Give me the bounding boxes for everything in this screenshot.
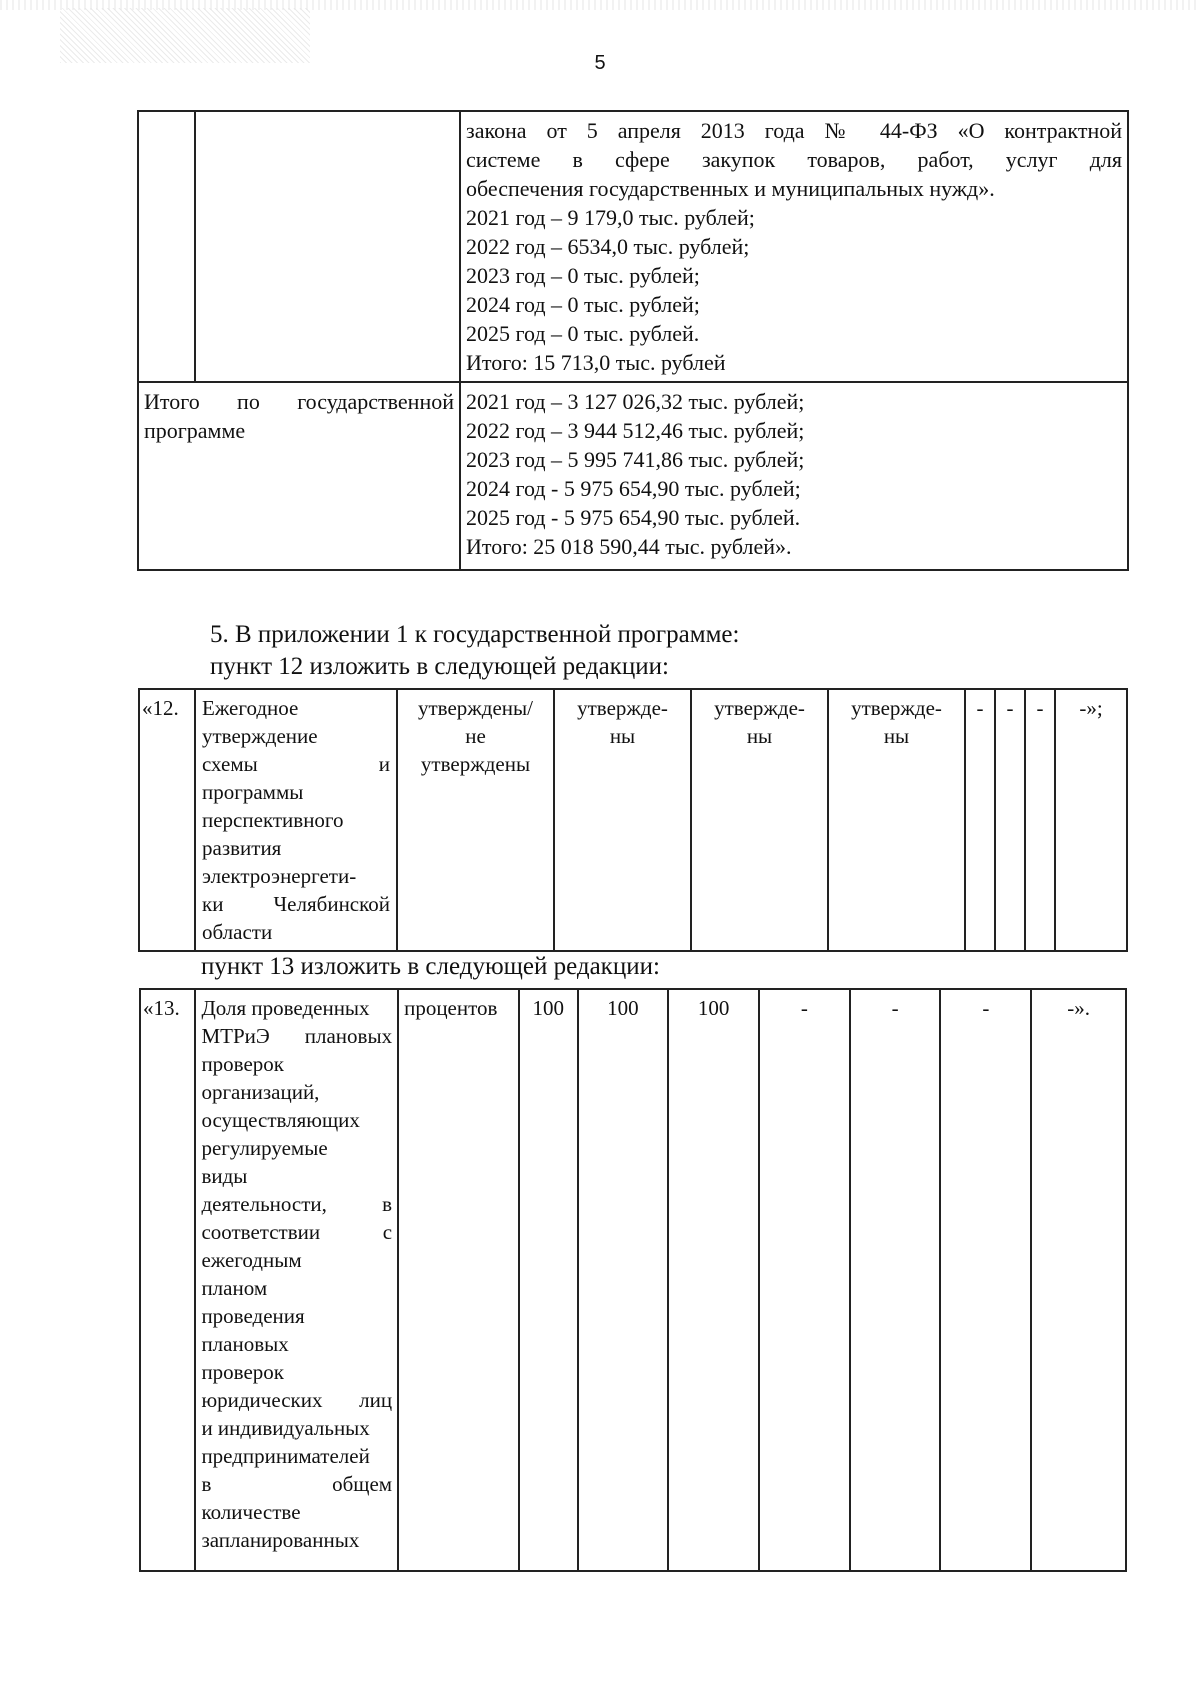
value-cell: 100 — [578, 989, 669, 1571]
table-row — [138, 111, 1128, 382]
text-line: 2025 год – 0 тыс. рублей. — [466, 321, 700, 346]
text-line: 2023 год – 0 тыс. рублей; — [466, 263, 700, 288]
table-row — [140, 989, 1126, 1571]
text-line: планом — [201, 1276, 268, 1300]
text-line: ны — [883, 724, 910, 748]
text-line: утверждены/ — [418, 696, 533, 720]
paragraph-appendix: 5. В приложении 1 к государственной программе: — [210, 621, 740, 648]
value-cell: -»; — [1055, 689, 1127, 951]
indicator-name — [195, 689, 397, 951]
value-cell: - — [850, 989, 941, 1571]
text-line: электроэнергети- — [202, 864, 357, 888]
text-line: Доля проведенных — [201, 996, 370, 1020]
text-line: утверждение — [202, 724, 318, 748]
value-cell: 100 — [519, 989, 577, 1571]
row-number: «12. — [139, 689, 195, 951]
text-line: проведения — [201, 1304, 305, 1328]
text-line: организаций, — [201, 1080, 320, 1104]
text-line: предпринимателей — [201, 1444, 370, 1468]
value-cell — [691, 689, 828, 951]
funding-detail-cell — [460, 111, 1128, 382]
text-line: Итого: 25 018 590,44 тыс. рублей». — [466, 534, 792, 559]
text-line: 2021 год – 3 127 026,32 тыс. рублей; — [466, 389, 805, 414]
text-line: 2024 год – 0 тыс. рублей; — [466, 292, 700, 317]
text-line: программе — [144, 418, 246, 443]
text-line: закона от 5 апреля 2013 года № 44-ФЗ «О контрактной — [466, 118, 1122, 143]
total-label-cell — [138, 382, 460, 570]
value-cell: -». — [1031, 989, 1126, 1571]
text-line: ны — [746, 724, 773, 748]
text-line: 2022 год – 3 944 512,46 тыс. рублей; — [466, 418, 805, 443]
text-line: запланированных — [201, 1528, 360, 1552]
page-number: 5 — [594, 52, 606, 74]
text-line: утвержде- — [577, 696, 668, 720]
text-line: и индивидуальных — [201, 1416, 370, 1440]
text-line: ки Челябинской — [202, 892, 390, 916]
value-cell: 100 — [668, 989, 759, 1571]
text-line: МТРиЭ плановых — [201, 1024, 393, 1048]
text-line: системе в сфере закупок товаров, работ, услуг для — [466, 147, 1122, 172]
text-line: ежегодным — [201, 1248, 302, 1272]
paragraph-item-12: пункт 12 изложить в следующей редакции: — [210, 653, 669, 680]
text-line: деятельности, в — [201, 1192, 393, 1216]
value-cell: - — [940, 989, 1031, 1571]
text-line: обеспечения государственных и муниципальных нужд». — [466, 176, 995, 201]
text-line: схемы и — [202, 752, 390, 776]
indicator-name — [195, 989, 398, 1571]
value-cell: - — [965, 689, 995, 951]
table-row — [139, 689, 1127, 951]
text-line: 2025 год - 5 975 654,90 тыс. рублей. — [466, 505, 801, 530]
text-line: программы — [202, 780, 304, 804]
text-line: плановых — [201, 1332, 289, 1356]
text-line: утвержде- — [714, 696, 805, 720]
text-line: Итого по государственной — [144, 389, 454, 414]
text-line: не — [465, 724, 486, 748]
unit-cell: процентов — [398, 989, 519, 1571]
value-cell — [828, 689, 965, 951]
total-values-cell — [460, 382, 1128, 570]
item-12-table — [138, 688, 1128, 952]
text-line: Ежегодное — [202, 696, 299, 720]
empty-cell — [138, 111, 195, 382]
text-line: утверждены — [420, 752, 531, 776]
text-line: развития — [202, 836, 282, 860]
text-line: области — [202, 920, 273, 944]
text-line: виды — [201, 1164, 248, 1188]
text-line: 2023 год – 5 995 741,86 тыс. рублей; — [466, 447, 805, 472]
text-line: регулируемые — [201, 1136, 328, 1160]
value-cell: - — [1025, 689, 1055, 951]
text-line: Итого: 15 713,0 тыс. рублей — [466, 350, 726, 375]
text-line: утвержде- — [851, 696, 942, 720]
text-line: соответствии с — [201, 1220, 393, 1244]
unit-cell — [397, 689, 554, 951]
text-line: ны — [609, 724, 636, 748]
text-line: осуществляющих — [201, 1108, 360, 1132]
value-cell — [554, 689, 691, 951]
paragraph-item-13: пункт 13 изложить в следующей редакции: — [201, 953, 660, 980]
text-line: в общем — [201, 1472, 393, 1496]
text-line: 2022 год – 6534,0 тыс. рублей; — [466, 234, 750, 259]
text-line: проверок — [201, 1360, 284, 1384]
text-line: 2021 год – 9 179,0 тыс. рублей; — [466, 205, 755, 230]
text-line: 2024 год - 5 975 654,90 тыс. рублей; — [466, 476, 801, 501]
empty-cell — [195, 111, 460, 382]
value-cell: - — [759, 989, 850, 1571]
text-line: проверок — [201, 1052, 284, 1076]
value-cell: - — [995, 689, 1025, 951]
funding-table — [137, 110, 1129, 571]
text-line: юридических лиц — [201, 1388, 393, 1412]
text-line: количестве — [201, 1500, 301, 1524]
table-row — [138, 382, 1128, 570]
row-number: «13. — [140, 989, 195, 1571]
item-13-table — [139, 988, 1127, 1572]
text-line: перспективного — [202, 808, 344, 832]
